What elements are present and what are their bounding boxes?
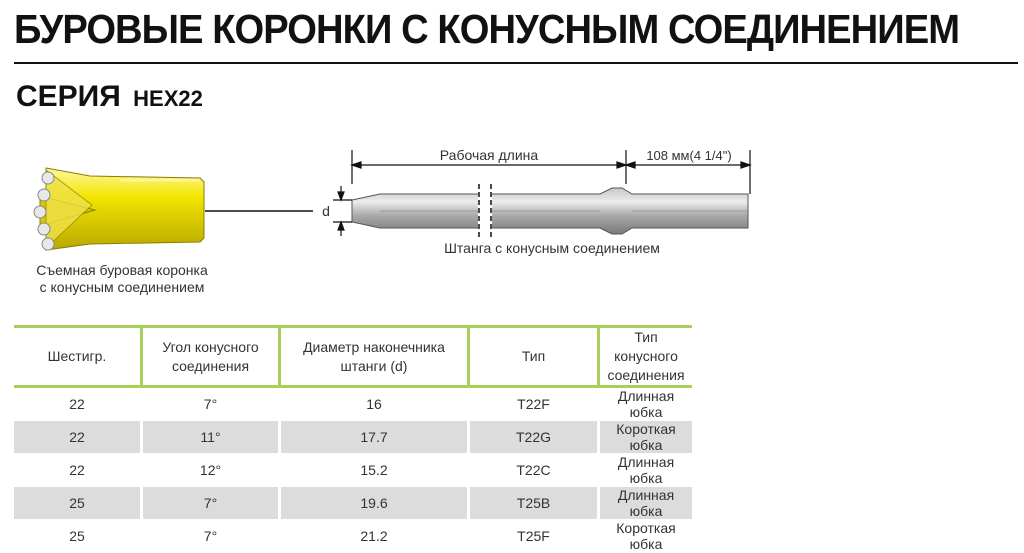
cell-hex: 25	[14, 487, 142, 520]
table-row	[14, 421, 692, 454]
product-diagram	[0, 140, 1024, 270]
drill-rod-illustration	[352, 184, 748, 238]
cell-diameter: 21.2	[280, 520, 469, 553]
cell-type: T25B	[469, 487, 599, 520]
page-title: БУРОВЫЕ КОРОНКИ С КОНУСНЫМ СОЕДИНЕНИЕМ	[14, 6, 960, 52]
table-row	[14, 487, 692, 520]
cell-taper: Длинная юбка	[599, 487, 693, 520]
cell-hex: 22	[14, 387, 142, 421]
cell-taper: Длинная юбка	[599, 454, 693, 487]
table-row	[14, 387, 692, 421]
cell-type: T22F	[469, 387, 599, 421]
cell-hex: 25	[14, 520, 142, 553]
cell-hex: 22	[14, 454, 142, 487]
series-code: HEX22	[133, 86, 203, 111]
cell-angle: 7°	[142, 520, 280, 553]
header-taper-angle: Угол конусного соединения	[142, 327, 280, 387]
diameter-dimension	[333, 186, 352, 236]
header-taper-type: Тип конусного соединения	[599, 327, 693, 387]
cell-taper: Длинная юбка	[599, 387, 693, 421]
cell-taper: Короткая юбка	[599, 520, 693, 553]
cell-diameter: 15.2	[280, 454, 469, 487]
header-type: Тип	[469, 327, 599, 387]
cell-hex: 22	[14, 421, 142, 454]
series-heading	[16, 80, 203, 114]
cell-angle: 12°	[142, 454, 280, 487]
table-header-row	[14, 327, 692, 387]
cell-angle: 7°	[142, 387, 280, 421]
cell-diameter: 17.7	[280, 421, 469, 454]
cell-type: T22G	[469, 421, 599, 454]
diameter-label: d	[322, 203, 330, 219]
cell-diameter: 19.6	[280, 487, 469, 520]
series-label: СЕРИЯ	[16, 80, 121, 113]
table-row	[14, 454, 692, 487]
bit-caption	[14, 262, 230, 296]
rod-caption: Штанга с конусным соединением	[444, 240, 660, 256]
working-length-label: Рабочая длина	[439, 147, 539, 163]
bit-caption-line2: с конусным соединением	[39, 279, 205, 295]
title-underline	[14, 62, 1018, 64]
cell-angle: 11°	[142, 421, 280, 454]
specifications-table	[14, 325, 692, 553]
drill-bit-illustration	[34, 168, 204, 250]
shank-length-label: 108 мм(4 1/4")	[646, 148, 732, 163]
cell-angle: 7°	[142, 487, 280, 520]
cell-type: T22C	[469, 454, 599, 487]
cell-diameter: 16	[280, 387, 469, 421]
header-tip-diameter: Диаметр наконечника штанги (d)	[280, 327, 469, 387]
cell-taper: Короткая юбка	[599, 421, 693, 454]
header-hex: Шестигр.	[14, 327, 142, 387]
table-row	[14, 520, 692, 553]
bit-caption-line1: Съемная буровая коронка	[36, 262, 208, 278]
cell-type: T25F	[469, 520, 599, 553]
